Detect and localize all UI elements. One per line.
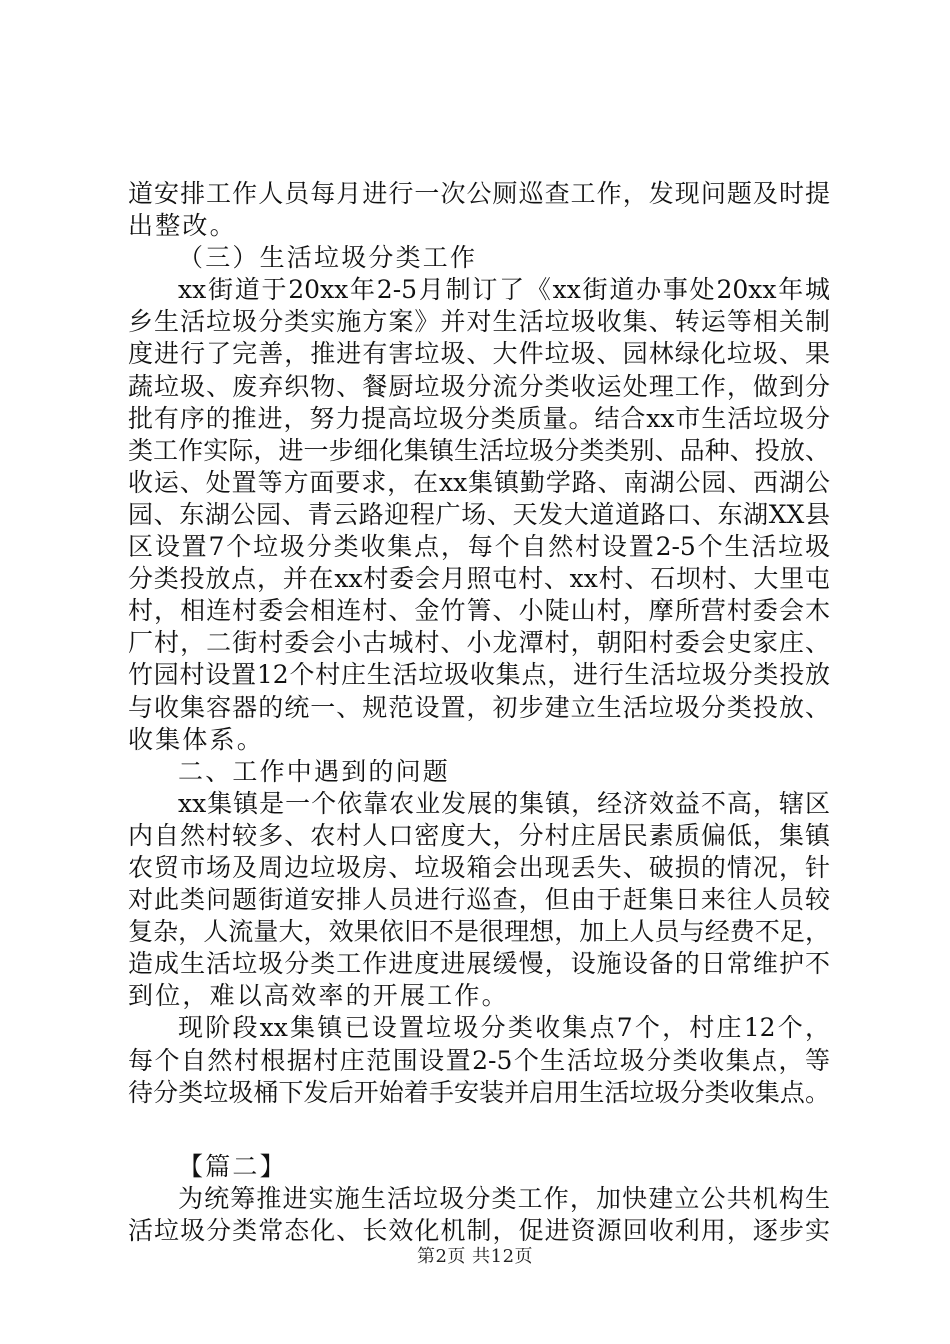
text-line: 村，相连村委会相连村、金竹箐、小陡山村，摩所营村委会木 bbox=[128, 596, 830, 626]
text-line: 对此类问题街道安排人员进行巡查，但由于赶集日来往人员较 bbox=[128, 885, 830, 915]
text-line: 园、东湖公园、青云路迎程广场、天发大道道路口、东湖XX县 bbox=[128, 499, 830, 529]
text-line: 类工作实际，进一步细化集镇生活垃圾分类类别、品种、投放、 bbox=[128, 435, 830, 465]
text-line: 活垃圾分类常态化、长效化机制，促进资源回收利用，逐步实 bbox=[128, 1215, 830, 1245]
text-line: 区设置7个垃圾分类收集点，每个自然村设置2-5个生活垃圾 bbox=[128, 532, 830, 562]
text-line: 出整改。 bbox=[128, 211, 237, 241]
text-line: 到位，难以高效率的开展工作。 bbox=[128, 981, 509, 1011]
paragraph-gap bbox=[128, 1109, 830, 1151]
text-line: 与收集容器的统一、规范设置，初步建立生活垃圾分类投放、 bbox=[128, 692, 830, 722]
text-line: xx街道于20xx年2-5月制订了《xx街道办事处20xx年城 bbox=[178, 275, 830, 305]
text-line: 待分类垃圾桶下发后开始着手安装并启用生活垃圾分类收集点。 bbox=[128, 1077, 830, 1107]
text-line: 竹园村设置12个村庄生活垃圾收集点，进行生活垃圾分类投放 bbox=[128, 660, 830, 690]
section-heading: 【篇二】 bbox=[178, 1151, 287, 1181]
text-line: 造成生活垃圾分类工作进度进展缓慢，设施设备的日常维护不 bbox=[128, 949, 830, 979]
page-number-footer: 第2页 共12页 bbox=[416, 1246, 534, 1267]
text-line: 复杂，人流量大，效果依旧不是很理想，加上人员与经费不足， bbox=[128, 917, 830, 947]
document-body bbox=[128, 178, 830, 1247]
section-heading: 二、工作中遇到的问题 bbox=[178, 756, 451, 786]
section-heading: （三）生活垃圾分类工作 bbox=[178, 243, 478, 273]
text-line: 内自然村较多、农村人口密度大，分村庄居民素质偏低，集镇 bbox=[128, 820, 830, 850]
text-line: 为统筹推进实施生活垃圾分类工作，加快建立公共机构生 bbox=[178, 1183, 830, 1213]
text-line: 现阶段xx集镇已设置垃圾分类收集点7个，村庄12个， bbox=[178, 1013, 830, 1043]
text-line: 分类投放点，并在xx村委会月照屯村、xx村、石坝村、大里屯 bbox=[128, 564, 830, 594]
text-line: 收集体系。 bbox=[128, 724, 265, 754]
text-line: 每个自然村根据村庄范围设置2-5个生活垃圾分类收集点，等 bbox=[128, 1045, 830, 1075]
text-line: 农贸市场及周边垃圾房、垃圾箱会出现丢失、破损的情况，针 bbox=[128, 852, 830, 882]
text-line: 乡生活垃圾分类实施方案》并对生活垃圾收集、转运等相关制 bbox=[128, 307, 830, 337]
text-line: 收运、处置等方面要求，在xx集镇勤学路、南湖公园、西湖公 bbox=[128, 467, 830, 497]
text-line: 道安排工作人员每月进行一次公厕巡查工作，发现问题及时提 bbox=[128, 179, 830, 208]
text-line: 蔬垃圾、废弃织物、餐厨垃圾分流分类收运处理工作，做到分 bbox=[128, 371, 830, 401]
text-line: 批有序的推进，努力提高垃圾分类质量。结合xx市生活垃圾分 bbox=[128, 403, 830, 433]
text-line: 度进行了完善，推进有害垃圾、大件垃圾、园林绿化垃圾、果 bbox=[128, 339, 830, 369]
text-line: 厂村，二街村委会小古城村、小龙潭村，朝阳村委会史家庄、 bbox=[128, 628, 830, 658]
text-line: xx集镇是一个依靠农业发展的集镇，经济效益不高，辖区 bbox=[178, 788, 830, 818]
